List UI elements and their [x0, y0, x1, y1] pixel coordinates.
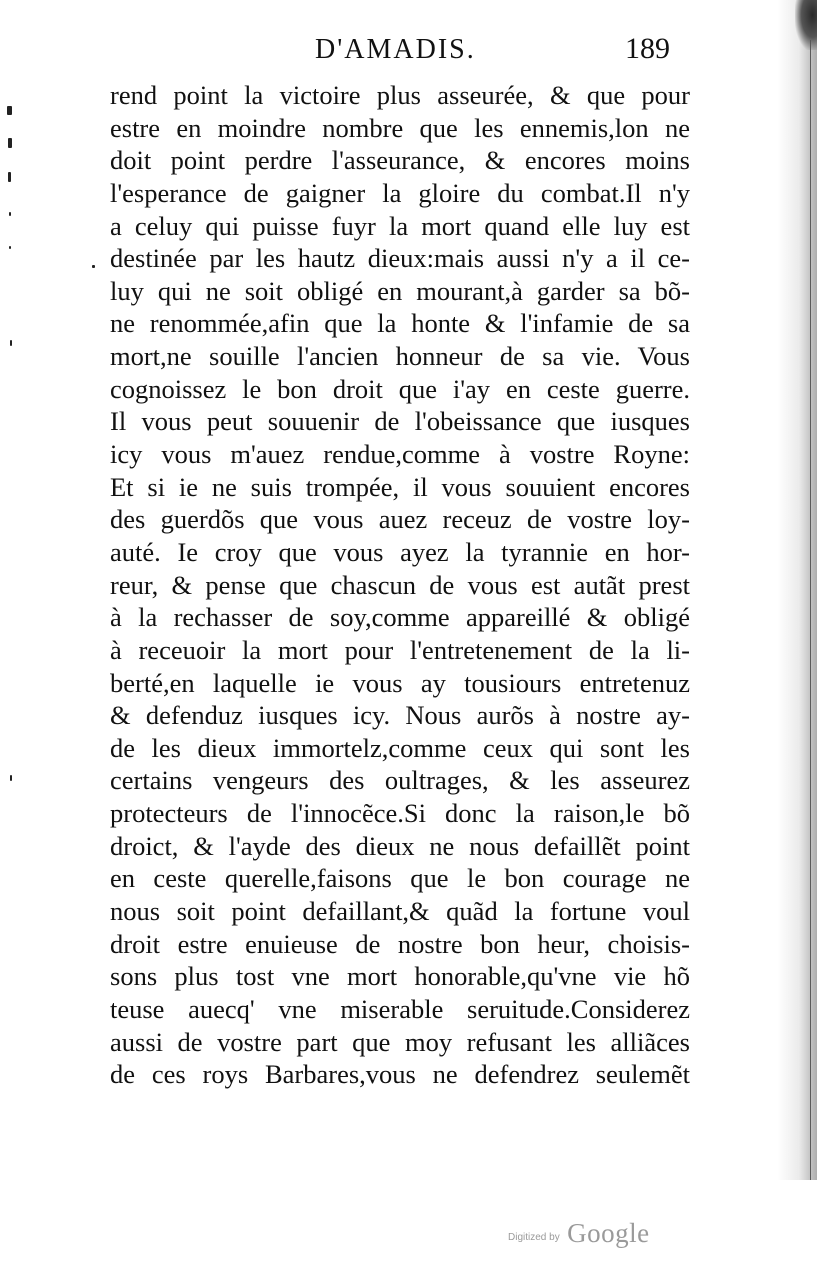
text-line: protecteurs de l'innocẽce.Si donc la raison,le bõ	[110, 798, 690, 829]
running-head: D'AMADIS.	[315, 34, 476, 65]
text-line: Il vous peut souuenir de l'obeissance que iusques	[110, 406, 690, 437]
body-text	[110, 79, 690, 1091]
text-line: en ceste querelle,faisons que le bon courage ne	[110, 863, 690, 894]
text-line: des guerdõs que vous auez receuz de vostre loy-	[110, 504, 690, 535]
text-line: certains vengeurs des oultrages, & les asseurez	[110, 765, 690, 796]
text-line: de ces roys Barbares,vous ne defendrez seulemẽt	[110, 1059, 690, 1090]
page-corner-blot	[795, 0, 817, 50]
margin-speck	[10, 775, 12, 781]
digitization-watermark	[508, 1218, 650, 1248]
text-line: sons plus tost vne mort honorable,qu'vne vie hõ	[110, 961, 690, 992]
text-line: estre en moindre nombre que les ennemis,lon ne	[110, 112, 690, 143]
margin-speck	[9, 212, 11, 216]
page-edge-line	[810, 40, 812, 1180]
text-line: berté,en laquelle ie vous ay tousiours entretenuz	[110, 667, 690, 698]
page-header	[110, 30, 690, 70]
text-line: Et si ie ne suis trompée, il vous souuient encores	[110, 471, 690, 502]
margin-speck	[92, 265, 95, 268]
text-line: doit point perdre l'asseurance, & encores moins	[110, 145, 690, 176]
text-line: destinée par les hautz dieux:mais aussi n'y a il ce-	[110, 243, 690, 274]
text-line: reur, & pense que chascun de vous est autãt prest	[110, 569, 690, 600]
google-logo: Google	[567, 1218, 650, 1248]
text-line: auté. Ie croy que vous ayez la tyrannie en hor-	[110, 536, 690, 567]
margin-speck	[9, 246, 11, 249]
text-line: mort,ne souille l'ancien honneur de sa vie. Vous	[110, 341, 690, 372]
text-line: a celuy qui puisse fuyr la mort quand elle luy est	[110, 210, 690, 241]
text-line: aussi de vostre part que moy refusant les alliãces	[110, 1026, 690, 1057]
text-line: à receuoir la mort pour l'entretenement de la li-	[110, 634, 690, 665]
text-line: & defenduz iusques icy. Nous aurõs à nostre ay-	[110, 700, 690, 731]
page-number: 189	[625, 32, 670, 65]
watermark-prefix: Digitized by	[508, 1232, 560, 1243]
text-line: à la rechasser de soy,comme appareillé & obligé	[110, 602, 690, 633]
text-line: cognoissez le bon droit que i'ay en ceste guerre.	[110, 373, 690, 404]
text-line: l'esperance de gaigner la gloire du combat.Il n'y	[110, 177, 690, 208]
text-line: luy qui ne soit obligé en mourant,à garder sa bõ-	[110, 275, 690, 306]
text-line: de les dieux immortelz,comme ceux qui sont les	[110, 732, 690, 763]
margin-speck	[8, 138, 12, 148]
text-line: droict, & l'ayde des dieux ne nous defaillẽt point	[110, 830, 690, 861]
margin-speck	[8, 172, 11, 182]
text-line: nous soit point defaillant,& quãd la fortune voul	[110, 896, 690, 927]
text-line: ne renommée,afin que la honte & l'infamie de sa	[110, 308, 690, 339]
text-line: teuse auecq' vne miserable seruitude.Considerez	[110, 993, 690, 1024]
text-line: rend point la victoire plus asseurée, & que pour	[110, 80, 690, 110]
text-line: icy vous m'auez rendue,comme à vostre Royne:	[110, 439, 690, 470]
page-edge-shadow	[777, 0, 817, 1180]
text-line: droit estre enuieuse de nostre bon heur, choisis-	[110, 928, 690, 959]
margin-speck	[7, 106, 12, 115]
margin-speck	[10, 340, 12, 346]
